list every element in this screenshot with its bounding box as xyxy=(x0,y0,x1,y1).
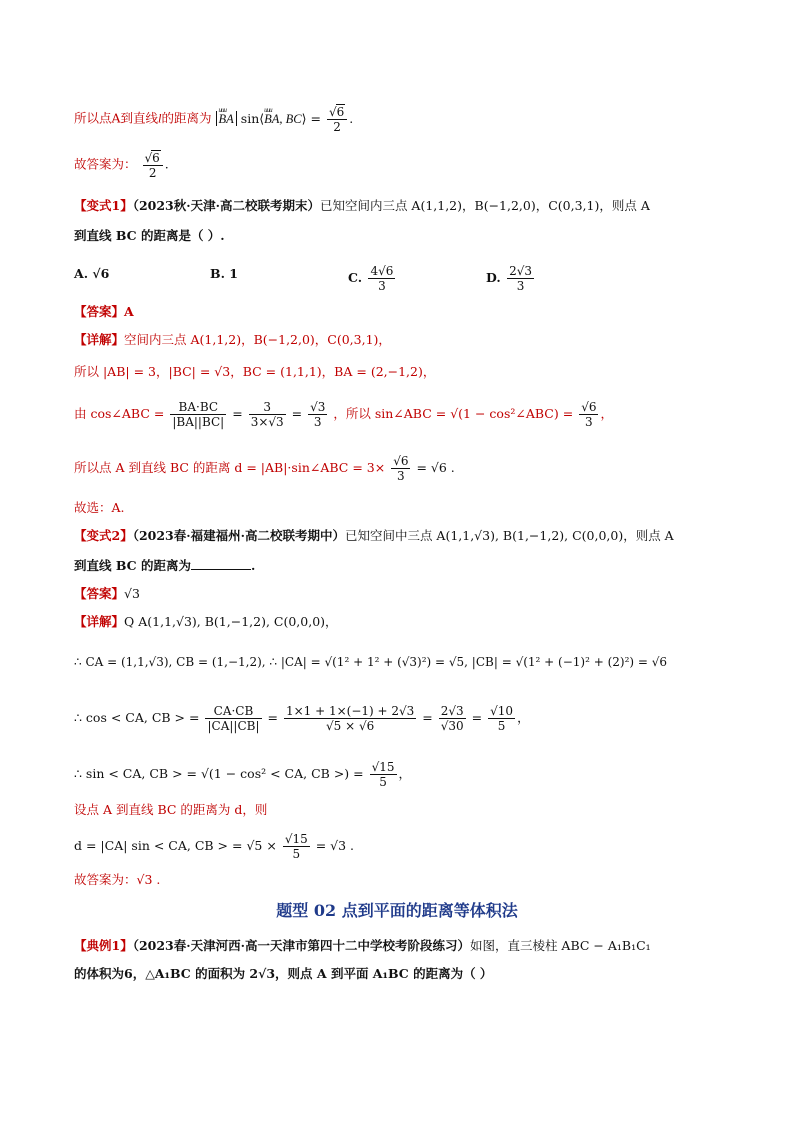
v2-detail-line-5: 设点 A 到直线 BC 的距离为 d，则 xyxy=(74,802,268,817)
line-l: l xyxy=(158,111,162,126)
source: （2023春·天津河西·高一天津市第四十二中学校考阶段练习） xyxy=(132,938,470,953)
detail-text: 空间内三点 A(1,1,2)，B(−1,2,0)，C(0,3,1)， xyxy=(124,332,391,347)
detail-line-4: 所以点 A 到直线 BC 的距离 d = |AB|·sin∠ABC = 3× $\frac{√6}{3}$ = √6 . xyxy=(74,454,455,483)
example-tag: 【典例1】 xyxy=(74,938,133,953)
detail-text: 所以 |AB| = 3，|BC| = √3，BC = (1,1,1)，BA = (2,−1,2)， xyxy=(74,364,436,379)
vector-ba: uuu BA xyxy=(219,105,234,129)
variant2-question-2: 到直线 BC 的距离为 . xyxy=(74,558,256,573)
section-title: 题型 02 点到平面的距离等体积法 xyxy=(276,901,518,920)
example1-question xyxy=(74,936,651,956)
v2-detail-line-3: ∴ cos < CA, CB > = $\frac{CA\cdot CB}{|CA||CB|}$ = $\frac{1\times 1 + 1\times(-1) + 2√3}{√5 \times √6}$ = $\frac{2√3}{√30}$ = $\frac{√10}{5}$ ， xyxy=(74,704,530,733)
answer-value: √3 xyxy=(124,586,140,601)
option-d[interactable]: D. $\frac{2√3}{3}$ xyxy=(486,264,533,293)
v2-detail-line-6: d = |CA| sin < CA, CB > = √5 × $\frac{√15}{5}$ = √3 . xyxy=(74,832,355,861)
v2-detail-line-2: ∴ CA = (1,1,√3), CB = (1,−1,2), ∴ |CA| = √(1² + 1² + (√3)²) = √5, |CB| = √(1² + (−1)² + (2)²) = √6 xyxy=(74,655,668,669)
detail-line-2 xyxy=(74,362,435,382)
example1-question-2: 的体积为6，△A₁BC 的面积为 2√3，则点 A 到平面 A₁BC 的距离为（ ） xyxy=(74,966,493,981)
question-text: 已知空间中三点 A(1,1,√3), B(1,−1,2), C(0,0,0)，则点 A xyxy=(344,528,674,543)
variant2-question xyxy=(74,526,674,546)
source: （2023秋·天津·高二校联考期末） xyxy=(132,198,320,213)
variant-tag: 【变式2】 xyxy=(74,528,133,543)
answer-line-v2 xyxy=(74,584,140,604)
v2-detail-line-1 xyxy=(74,612,338,632)
detail-text: Q A(1,1,√3), B(1,−1,2), C(0,0,0)， xyxy=(124,614,338,629)
question-text: 已知空间内三点 A(1,1,2)，B(−1,2,0)，C(0,3,1)，则点 A xyxy=(319,198,650,213)
detail-line-3: 由 cos∠ABC = $\frac{BA\cdot BC}{|BA||BC|}$ = $\frac{3}{3\times√3}$ = $\frac{√3}{3}$ ，所以 sin∠ABC = √(1 − cos²∠ABC) = $\frac{√6}{3}$ ， xyxy=(74,400,613,429)
answer-line-v1 xyxy=(74,302,134,322)
option-a[interactable]: A. √6 xyxy=(74,266,110,281)
variant1-question-2 xyxy=(74,226,225,246)
vector-angle: uuu BA, BC xyxy=(264,105,302,129)
question-text: 如图，直三棱柱 ABC − A₁B₁C₁ xyxy=(469,938,651,953)
option-c[interactable]: C. $\frac{4√6}{3}$ xyxy=(348,264,394,293)
variant-tag: 【变式1】 xyxy=(74,198,133,213)
fraction: $\frac{√6}{2}$ xyxy=(327,104,347,134)
detail-line-5: 故选：A. xyxy=(74,500,125,515)
answer-blank[interactable] xyxy=(191,557,251,570)
fraction: $\frac{√6}{2}$ xyxy=(143,150,163,180)
answer-value: A xyxy=(124,304,134,319)
eq: = xyxy=(310,110,321,126)
detail-line-1 xyxy=(74,330,391,350)
option-b[interactable]: B. 1 xyxy=(210,266,238,281)
answer-label: 故答案为： xyxy=(74,156,137,172)
answer-tag: 【答案】 xyxy=(74,304,125,319)
answer-tag: 【答案】 xyxy=(74,586,125,601)
sin-text: sin xyxy=(240,110,260,126)
detail-tag: 【详解】 xyxy=(74,332,125,347)
v2-detail-line-4: ∴ sin < CA, CB > = √(1 − cos² < CA, CB >) = $\frac{√15}{5}$ ， xyxy=(74,760,412,789)
v2-detail-line-7: 故答案为：√3 . xyxy=(74,872,161,887)
source: （2023春·福建福州·高二校联考期中） xyxy=(132,528,345,543)
text: 所以点A到直线 xyxy=(74,110,159,126)
detail-tag: 【详解】 xyxy=(74,614,125,629)
variant1-question xyxy=(74,196,650,216)
answer-line-1: 故答案为： $\frac{√6}{2}$ . xyxy=(74,151,169,180)
question-text-2: 到直线 BC 的距离是（ ）. xyxy=(74,228,225,243)
text: 的距离为 xyxy=(161,110,212,126)
line-distance-result: 所以点A到直线l的距离为 uuu BA sin⟨uuu BA, BC⟩ = $\frac{√6}{2}$ . xyxy=(74,104,353,134)
